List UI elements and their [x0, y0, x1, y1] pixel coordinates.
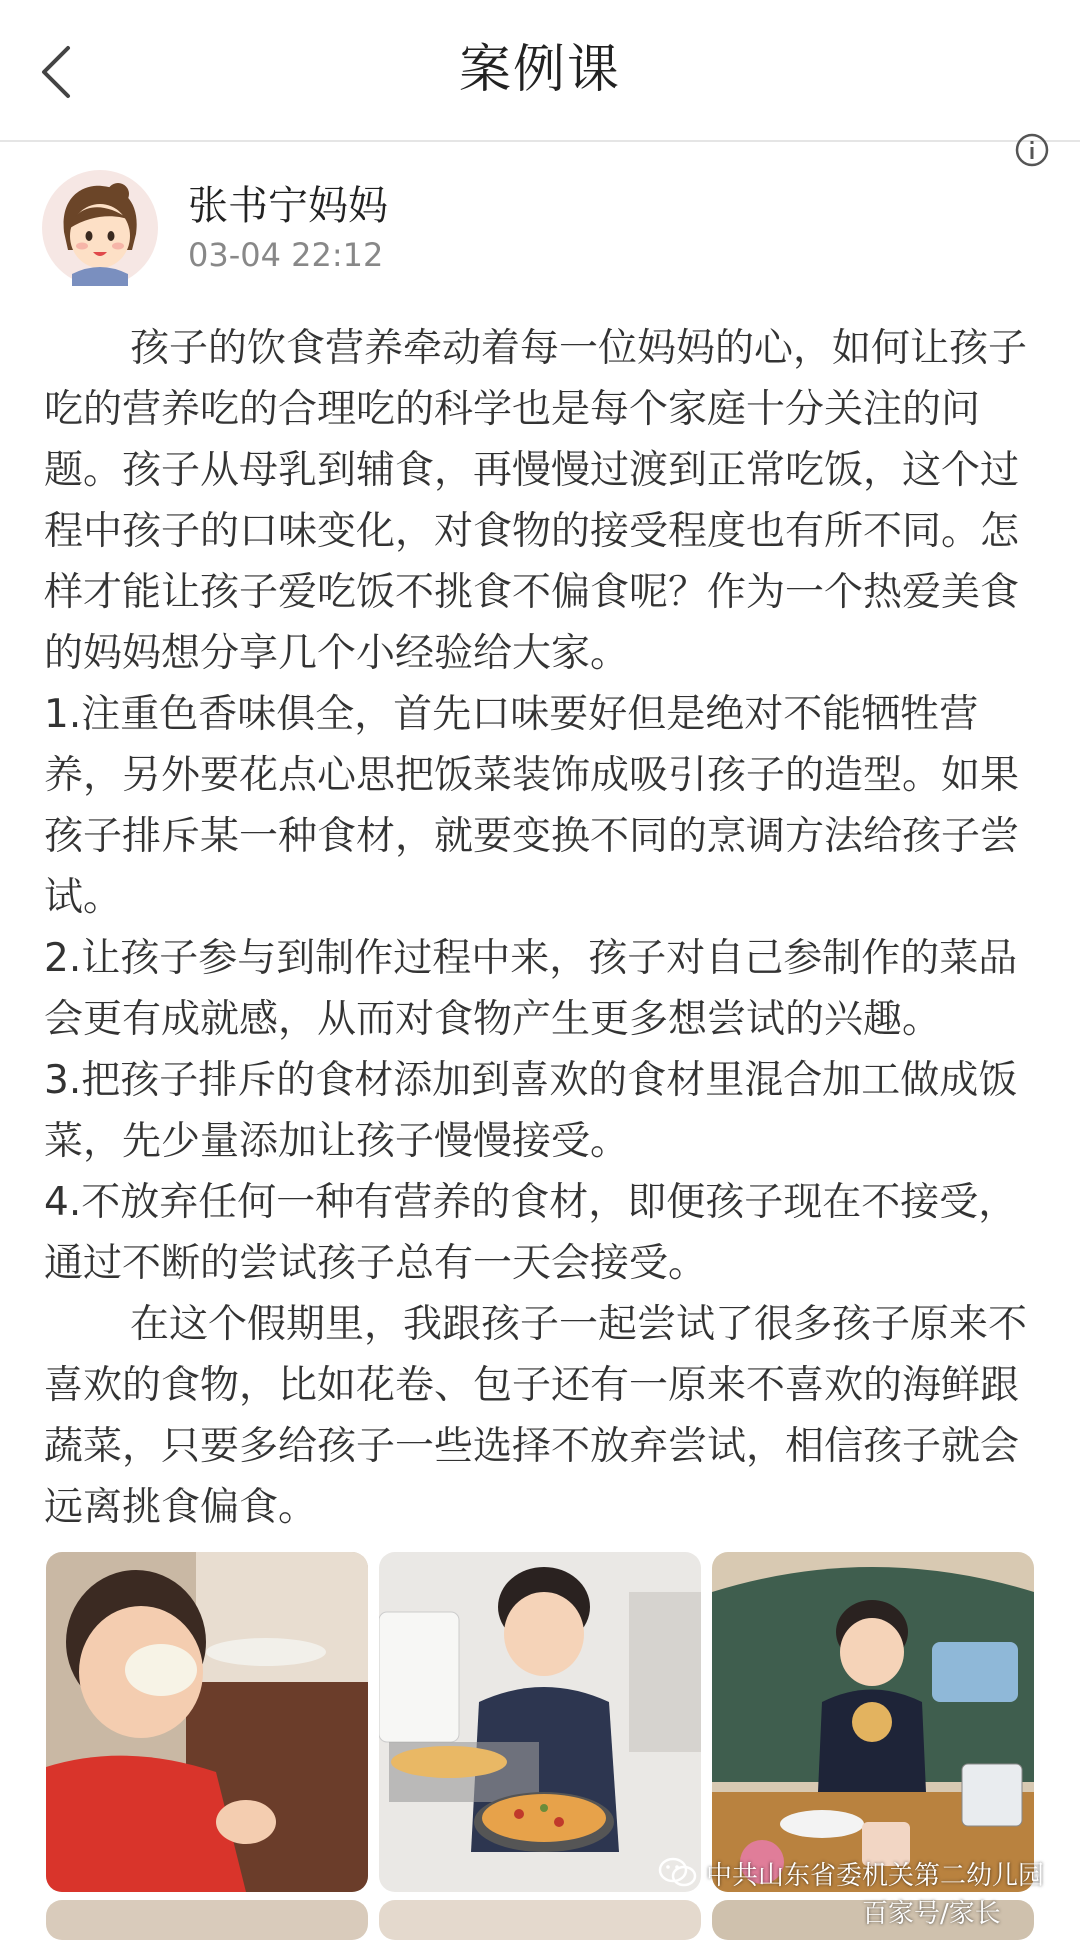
wechat-icon: [658, 1856, 698, 1890]
watermark: [658, 1850, 1044, 1896]
info-icon[interactable]: [1014, 132, 1050, 168]
post-time: 03-04 22:12: [188, 236, 384, 274]
paragraph-tip-2: 2.让孩子参与到制作过程中来，孩子对自己参制作的菜品会更有成就感，从而对食物产生更多想尝试的兴趣。: [44, 936, 1018, 1042]
author-name[interactable]: 张书宁妈妈: [188, 183, 388, 229]
paragraph-tip-1: 1.注重色香味俱全，首先口味要好但是绝对不能牺牲营养，另外要花点心思把饭菜装饰成吸引孩子的造型。如果孩子排斥某一种食材，就要变换不同的烹调方法给孩子尝试。: [44, 692, 1020, 920]
page-title: 案例课: [458, 40, 621, 100]
photo-second-row[interactable]: [46, 1900, 368, 1940]
avatar[interactable]: [42, 170, 158, 286]
photo-child-eating-bun[interactable]: [46, 1552, 368, 1892]
watermark-source: 百家号/家长: [862, 1899, 1001, 1929]
top-bar: [0, 0, 1080, 142]
photo-child-with-pizza[interactable]: [379, 1552, 701, 1892]
paragraph-intro: 孩子的饮食营养牵动着每一位妈妈的心，如何让孩子吃的营养吃的合理吃的科学也是每个家庭十分关注的问题。孩子从母乳到辅食，再慢慢过渡到正常吃饭，这个过程中孩子的口味变化，对食物的接受程度也有所不同。怎样才能让孩子爱吃饭不挑食不偏食呢？作为一个热爱美食的妈妈想分享几个小经验给大家。: [44, 326, 1028, 676]
paragraph-tip-4: 4.不放弃任何一种有营养的食材，即便孩子现在不接受，通过不断的尝试孩子总有一天会接受。: [44, 1180, 1018, 1286]
post-body: [44, 318, 1036, 1538]
watermark-text: 中共山东省委机关第二幼儿园: [706, 1860, 1045, 1891]
paragraph-tip-3: 3.把孩子排斥的食材添加到喜欢的食材里混合加工做成饭菜，先少量添加让孩子慢慢接受。: [44, 1058, 1018, 1164]
paragraph-closing: 在这个假期里，我跟孩子一起尝试了很多孩子原来不喜欢的食物，比如花卷、包子还有一原来不喜欢的海鲜跟蔬菜，只要多给孩子一些选择不放弃尝试，相信孩子就会远离挑食偏食。: [44, 1302, 1028, 1530]
photo-child-on-sofa[interactable]: [712, 1552, 1034, 1892]
photo-second-row[interactable]: [379, 1900, 701, 1940]
